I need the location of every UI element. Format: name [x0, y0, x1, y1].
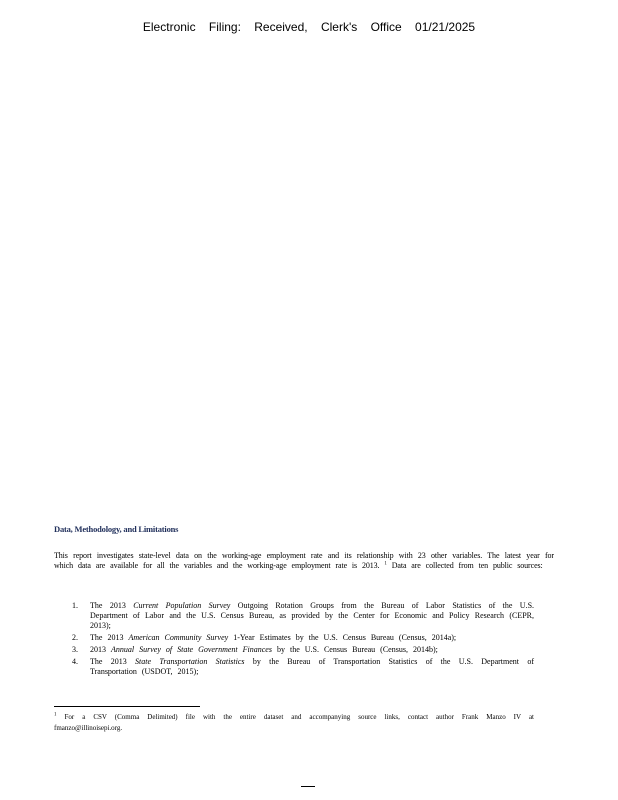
- footnote-divider: [54, 706, 200, 707]
- list-item-text-before: The 2013: [90, 657, 127, 666]
- footnote: [54, 712, 534, 734]
- data-sources-list: [54, 601, 534, 679]
- list-item: [54, 601, 534, 631]
- list-item: [54, 645, 534, 655]
- filing-stamp: Electronic Filing: Received, Clerk's Office 01/21/2025: [142, 20, 476, 34]
- list-item-text-after: by the Bureau of Transportation Statistics of the U.S. Department of Transportation (USDOT, 2015);: [90, 657, 534, 676]
- intro-paragraph: [54, 551, 554, 571]
- list-item: [54, 633, 534, 643]
- list-item-text-after: Outgoing Rotation Groups from the Bureau of Labor Statistics of the U.S. Department of Labor and the U.S. Census Bureau, as provided by the Center for Economic and Policy Research (CEPR, 2013);: [90, 601, 535, 630]
- list-item-title: Current Population Survey: [133, 601, 231, 610]
- list-item-title: American Community Survey: [128, 633, 229, 642]
- list-item-text-before: The 2013: [90, 633, 124, 642]
- footnote-reference[interactable]: 1: [384, 561, 387, 567]
- list-item-number: 1.: [72, 601, 78, 610]
- list-item-number: 2.: [72, 633, 78, 642]
- list-item-title: State Transportation Statistics: [135, 657, 245, 666]
- list-item: [54, 657, 534, 677]
- list-item-text-after: 1-Year Estimates by the U.S. Census Bureau (Census, 2014a);: [233, 633, 457, 642]
- footnote-text: For a CSV (Comma Delimited) file with the entire dataset and accompanying source links, contact author Frank Manzo IV at fmanzo@illinoisepi.org.: [54, 713, 534, 732]
- list-item-title: Annual Survey of State Government Finances: [111, 645, 272, 654]
- list-item-text-after: by the U.S. Census Bureau (Census, 2014b);: [276, 645, 438, 654]
- footnote-marker: 1: [54, 712, 57, 718]
- page-number-mark: [301, 786, 315, 787]
- list-item-text-before: 2013: [90, 645, 106, 654]
- list-item-number: 4.: [72, 657, 78, 666]
- list-item-number: 3.: [72, 645, 78, 654]
- intro-text: This report investigates state-level data on the working-age employment rate and its relationship with 23 other variables. The latest year for which data are available for all the variables and the working-age employment rate is 2013.: [54, 551, 554, 570]
- section-heading: Data, Methodology, and Limitations: [54, 524, 179, 534]
- intro-text-continued: Data are collected from ten public sources:: [391, 561, 543, 570]
- list-item-text-before: The 2013: [90, 601, 126, 610]
